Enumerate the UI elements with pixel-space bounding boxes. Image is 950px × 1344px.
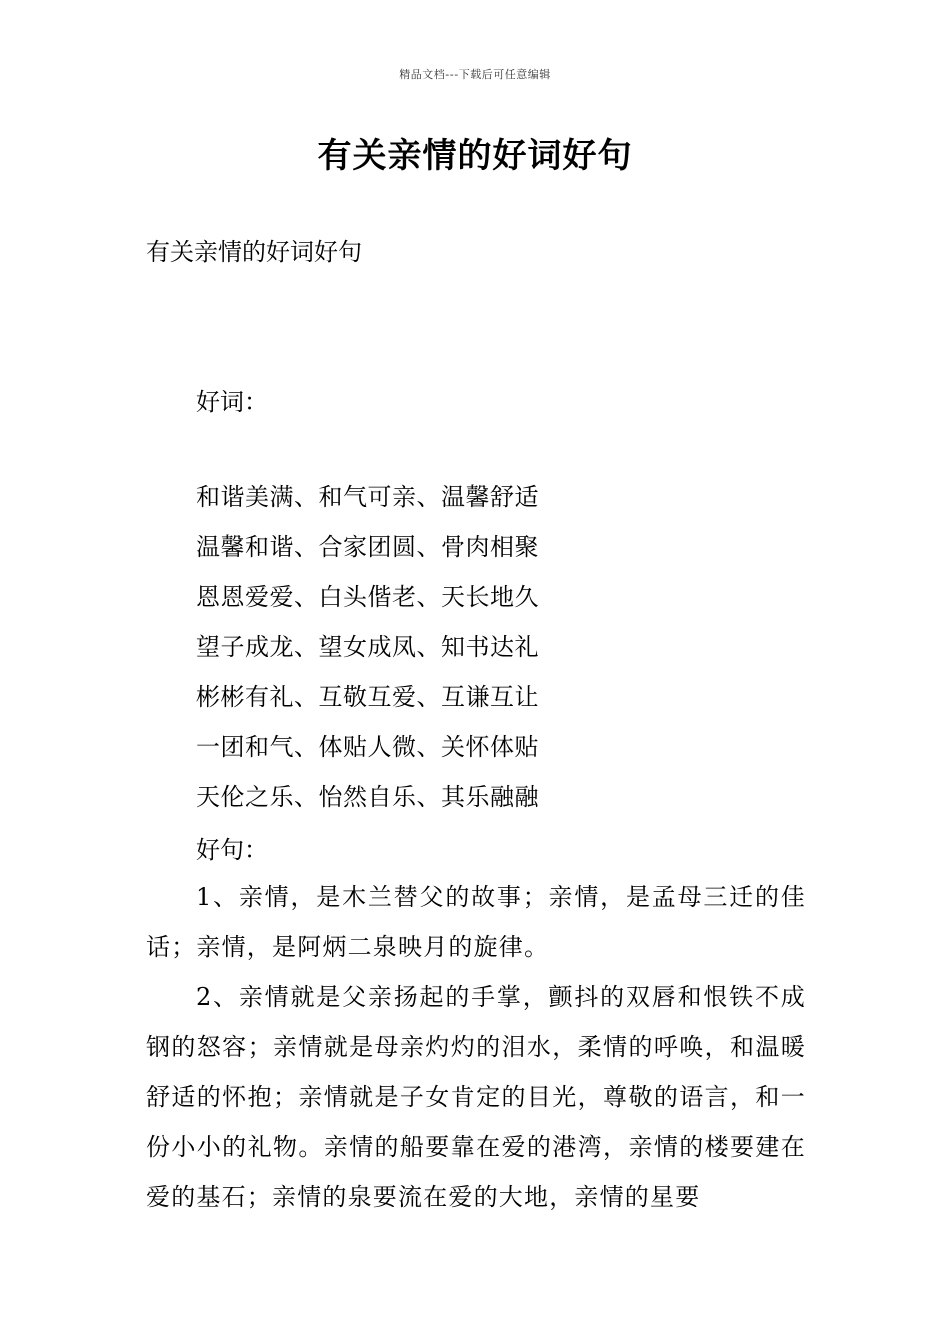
good-words-line: 恩恩爱爱、白头偕老、天长地久 [196,583,539,611]
good-words-line: 彬彬有礼、互敬互爱、互谦互让 [196,683,539,711]
document-subtitle: 有关亲情的好词好句 [146,238,362,266]
good-words-label: 好词： [196,388,268,416]
good-words-line: 天伦之乐、怡然自乐、其乐融融 [196,783,539,811]
good-words-line: 和谐美满、和气可亲、温馨舒适 [196,483,539,511]
good-sentences-label: 好句： [196,836,268,864]
good-sentence-paragraph: 2、亲情就是父亲扬起的手掌，颤抖的双唇和恨铁不成钢的怒容；亲情就是母亲灼灼的泪水，柔情的呼唤，和温暖舒适的怀抱；亲情就是子女肯定的目光，尊敬的语言，和一份小小的礼物。亲情的船要靠在爱的港湾，亲情的楼要建在爱的基石；亲情的泉要流在爱的大地，亲情的星要 [146,983,806,1211]
good-words-line: 望子成龙、望女成凤、知书达礼 [196,633,539,661]
document-title: 有关亲情的好词好句 [317,136,633,176]
good-words-list [196,478,539,828]
good-sentences [146,872,806,1222]
header-note: 精品文档---下载后可任意编辑 [399,68,551,81]
good-words-line: 温馨和谐、合家团圆、骨肉相聚 [196,533,539,561]
good-sentence-paragraph: 1、亲情，是木兰替父的故事；亲情，是孟母三迁的佳话；亲情，是阿炳二泉映月的旋律。 [146,883,806,961]
good-words-line: 一团和气、体贴人微、关怀体贴 [196,733,539,761]
